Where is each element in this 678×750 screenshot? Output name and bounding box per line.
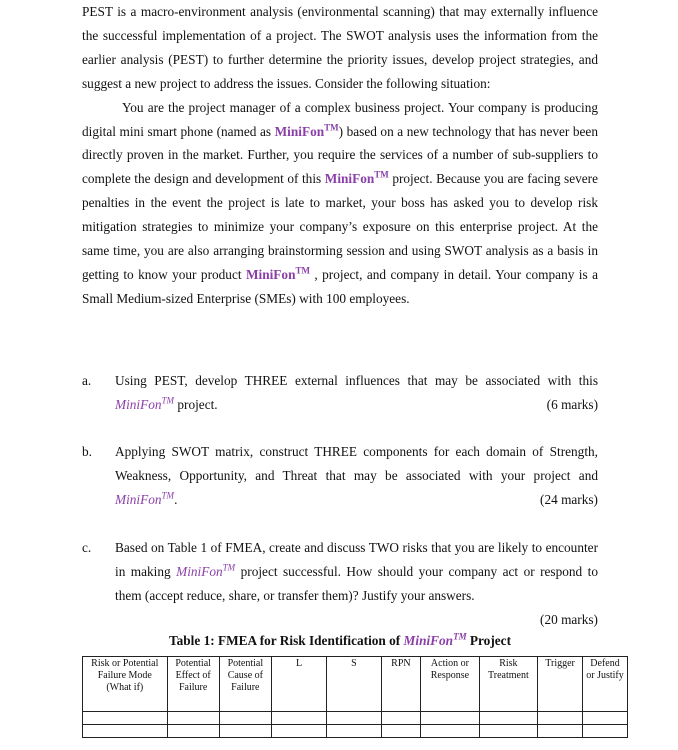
situation-text-3: project. Because you are facing severe penalties in the event the project is late to market, your boss has asked you to develop risk mitigation strategies to minimize your company’s exposure on this enterprise project. At the same time, you are also arranging brainstorming session and using SWOT analysis as a basis in getting to know your product — [82, 171, 598, 282]
question-marks: (24 marks) — [540, 491, 598, 507]
product-name: MiniFon™ — [115, 490, 175, 507]
product-name: MiniFon™ — [115, 395, 175, 412]
table-caption: Table 1: FMEA for Risk Identification of MiniFon™ Project — [168, 631, 511, 648]
question-c: c. Based on Table 1 of FMEA, create and discuss TWO risks that you are likely to encounter in making MiniFon™ project successful. How should your company act or respond to them (accept reduce, share, or transfer them)? Justify your answers. (20 marks) — [82, 536, 598, 632]
situation-text-1: You are the project manager of a complex business project. Your company is producing digital mini smart phone (named as — [82, 99, 598, 139]
table-row — [83, 712, 628, 725]
header-severity: S — [327, 657, 381, 712]
product-name: MiniFon™ — [274, 122, 339, 139]
header-likelihood: L — [271, 657, 326, 712]
header-cause: Potential Cause of Failure — [219, 657, 271, 712]
header-action: Action or Response — [421, 657, 479, 712]
question-marks: (20 marks) — [540, 611, 598, 627]
situation-paragraph — [82, 96, 598, 311]
intro-paragraph: PEST is a macro-environment analysis (environmental scanning) that may externally influence the successful implementation of a project. The SWOT analysis uses the information from the earlier analysis (PEST) to further determine the priority issues, develop project strategies, and suggest a new project to address the issues. Consider the following situation: — [82, 4, 598, 91]
product-name: MiniFon™ — [324, 169, 389, 187]
question-b: b. Applying SWOT matrix, construct THREE components for each domain of Strength, Weakness, Opportunity, and Threat that may be associated with your project and MiniFon™. (24 marks) — [82, 440, 598, 512]
table-header-row — [83, 657, 628, 712]
header-rpn: RPN — [381, 657, 421, 712]
document-page — [82, 0, 624, 693]
header-effect: Potential Effect of Failure — [167, 657, 219, 712]
header-trigger: Trigger — [538, 657, 583, 712]
product-name: MiniFon™ — [403, 631, 467, 648]
question-letter: c. — [82, 540, 92, 555]
product-name: MiniFon™ — [245, 265, 310, 282]
fmea-table — [82, 656, 628, 738]
question-marks: (6 marks) — [546, 396, 598, 412]
header-risk: Risk or Potential Failure Mode (What if) — [83, 657, 168, 712]
header-defend: Defend or Justify — [583, 657, 628, 712]
question-letter: a. — [82, 373, 92, 388]
product-name: MiniFon™ — [176, 562, 236, 579]
situation-text-2: ) based on a new technology that has never been directly proven in the market. Further, you require the services of a number of sub-suppliers to complete the design and development of this — [82, 123, 598, 187]
question-letter: b. — [82, 444, 92, 459]
header-treatment: Risk Treatment — [479, 657, 537, 712]
table-row — [83, 725, 628, 738]
situation-text-4: , project, and company in detail. Your company is a Small Medium-sized Enterprise (SMEs) with 100 employees. — [82, 266, 598, 306]
question-a: a. Using PEST, develop THREE external influences that may be associated with this MiniFon™ project. (6 marks) — [82, 369, 598, 417]
